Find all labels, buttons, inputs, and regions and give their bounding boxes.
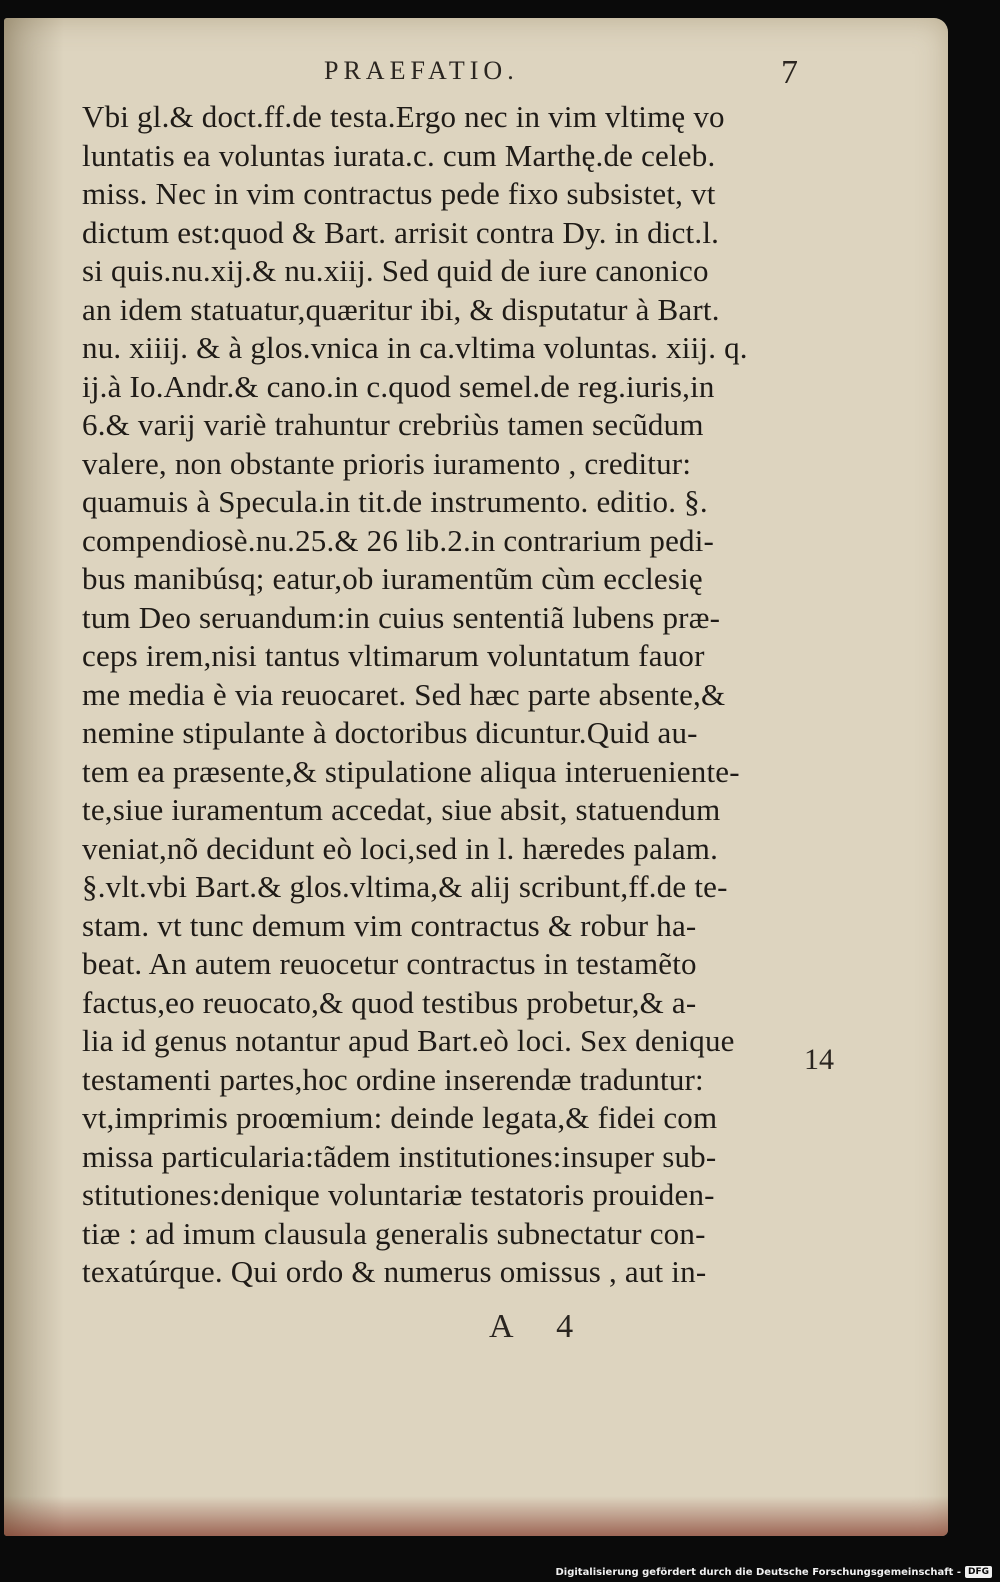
text-line: missa particularia:tãdem institutiones:insuper sub- bbox=[82, 1138, 717, 1174]
text-line: nu. xiiij. & à glos.vnica in ca.vltima voluntas. xiij. q. bbox=[82, 330, 748, 365]
text-line: me media è via reuocaret. Sed hæc parte absente,& bbox=[82, 676, 726, 712]
page-number: 7 bbox=[781, 54, 798, 91]
body-text bbox=[82, 98, 802, 1292]
text-line: valere, non obstante prioris iuramento , creditur: bbox=[82, 445, 692, 481]
text-line: lia id genus notantur apud Bart.eò loci. Sex denique bbox=[82, 1023, 735, 1058]
text-line: ij.à Io.Andr.& cano.in c.quod semel.de reg.iuris,in bbox=[82, 368, 715, 404]
text-line: te,siue iuramentum accedat, siue absit, statuendum bbox=[82, 792, 721, 827]
signature-mark: A 4 bbox=[489, 1308, 592, 1345]
text-line: veniat,nõ decidunt eò loci,sed in l. hæredes palam. bbox=[82, 830, 719, 866]
text-line: Vbi gl.& doct.ff.de testa.Ergo nec in vim vltimę vo bbox=[82, 99, 725, 134]
text-line: tum Deo seruandum:in cuius sententiã lubens præ- bbox=[82, 599, 721, 635]
text-line: miss. Nec in vim contractus pede fixo subsistet, vt bbox=[82, 176, 716, 211]
text-line: texatúrque. Qui ordo & numerus omissus , aut in- bbox=[82, 1254, 707, 1289]
credit-text: Digitalisierung gefördert durch die Deutsche Forschungsgemeinschaft - bbox=[555, 1566, 961, 1578]
text-line: 6.& varij variè trahuntur crebriùs tamen secũdum bbox=[82, 407, 704, 442]
text-line: ceps irem,nisi tantus vltimarum voluntatum fauor bbox=[82, 638, 705, 673]
text-line: nemine stipulante à doctoribus dicuntur.Quid au- bbox=[82, 715, 698, 750]
text-line: luntatis ea voluntas iurata.c. cum Marthę.de celeb. bbox=[82, 137, 716, 173]
text-line: an idem statuatur,quæritur ibi, & disputatur à Bart. bbox=[82, 291, 720, 327]
text-line: tem ea præsente,& stipulatione aliqua interueniente- bbox=[82, 753, 740, 789]
text-line: si quis.nu.xij.& nu.xiij. Sed quid de iure canonico bbox=[82, 253, 709, 288]
text-line: dictum est:quod & Bart. arrisit contra Dy. in dict.l. bbox=[82, 214, 720, 250]
text-line: bus manibúsq; eatur,ob iuramentũm cùm ecclesię bbox=[82, 561, 703, 596]
text-line: factus,eo reuocato,& quod testibus probetur,& a- bbox=[82, 984, 697, 1020]
text-line: stam. vt tunc demum vim contractus & robur ha- bbox=[82, 907, 697, 943]
digitization-credit bbox=[555, 1566, 992, 1578]
text-line: beat. An autem reuocetur contractus in testamẽto bbox=[82, 946, 697, 981]
margin-note: 14 bbox=[804, 1043, 834, 1076]
text-line: vt,imprimis proœmium: deinde legata,& fidei com bbox=[82, 1100, 718, 1135]
text-line: compendiosè.nu.25.& 26 lib.2.in contrarium pedi- bbox=[82, 522, 715, 558]
book-page bbox=[4, 18, 948, 1536]
text-line: testamenti partes,hoc ordine inserendæ traduntur: bbox=[82, 1061, 704, 1097]
text-line: quamuis à Specula.in tit.de instrumento. editio. §. bbox=[82, 484, 708, 519]
text-line: tiæ : ad imum clausula generalis subnectatur con- bbox=[82, 1215, 706, 1251]
text-line: §.vlt.vbi Bart.& glos.vltima,& alij scribunt,ff.de te- bbox=[82, 869, 728, 904]
dfg-logo-icon: DFG bbox=[965, 1566, 992, 1578]
running-head: PRAEFATIO. bbox=[324, 56, 519, 85]
text-line: stitutiones:denique voluntariæ testatoris prouiden- bbox=[82, 1177, 715, 1212]
